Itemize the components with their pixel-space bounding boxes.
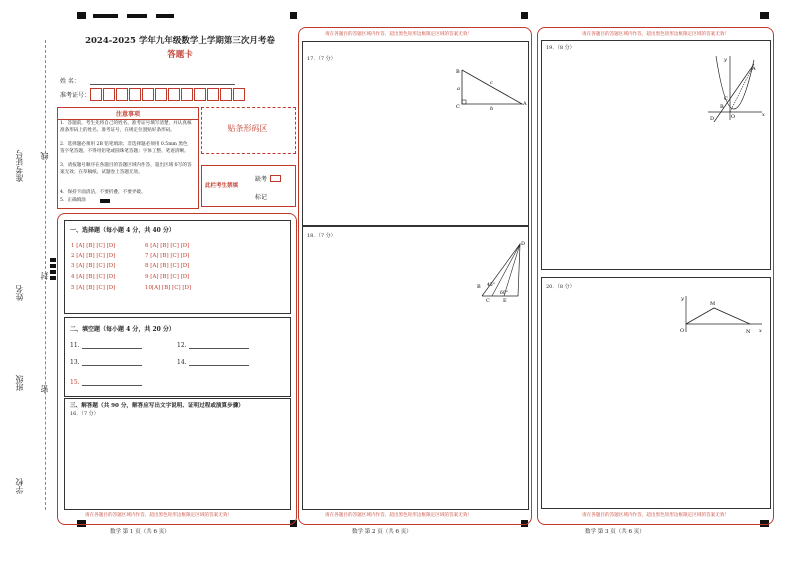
side-label-class: 班级 <box>15 375 24 391</box>
warning-p3-bottom: 请在各题目的答题区域内作答，超出黑色矩形边框限定区域的答案无效！ <box>582 513 730 518</box>
notice-item-1: 1．答题前，考生先将自己的姓名、准考证号填写清楚，并认真核准条形码上的姓名、准考证号，在规定位置贴好条形码。 <box>60 121 192 133</box>
name-field[interactable] <box>90 84 235 85</box>
fig17-label: b <box>490 106 494 110</box>
triangle-17 <box>462 70 522 104</box>
fig19-label: x <box>762 112 765 118</box>
absent-mark-1: 缺考 <box>255 176 268 183</box>
fig18-label: 45° <box>487 283 495 288</box>
reg-mark <box>50 270 56 274</box>
choice-row[interactable]: 2 [A] [B] [C] [D] <box>71 253 116 259</box>
blank-15[interactable] <box>82 385 142 386</box>
warning-p2-bottom: 请在各题目的答题区域内作答，超出黑色矩形边框限定区域的答案无效！ <box>325 513 473 518</box>
fig20-label: y <box>681 296 684 302</box>
figure-18 <box>470 238 530 304</box>
exam-no-boxes[interactable] <box>90 88 246 101</box>
side-label-seal: 封 <box>40 272 49 280</box>
fig18-label: 60° <box>500 291 508 296</box>
fig20-label: O <box>680 328 685 334</box>
notice-item-3: 3．请按题号顺序在各题目的答题区域内作答，超出区域书写的答案无效；在草稿纸、试题卷上答题无效。 <box>60 163 192 175</box>
q20-label: 20．（8 分） <box>546 284 575 290</box>
fig18-label: D <box>521 241 526 247</box>
blank-12-label: 12. <box>177 342 187 349</box>
blank-11-label: 11. <box>70 342 80 349</box>
warning-p3-top: 请在各题目的答题区域内作答，超出黑色矩形边框限定区域的答案无效！ <box>582 32 730 37</box>
line-19 <box>730 68 752 112</box>
figure-19 <box>700 52 770 124</box>
polyline-20 <box>686 308 750 324</box>
fill-sample <box>100 199 110 203</box>
footer-p1: 数学 第 1 页（共 6 页） <box>110 529 170 535</box>
fig18-label: B <box>477 284 481 290</box>
reg-mark <box>50 276 56 280</box>
fig20-label: x <box>759 328 762 334</box>
choice-row[interactable]: 6 [A] [B] [C] [D] <box>145 243 190 249</box>
reg-mark <box>93 14 118 18</box>
segment-18 <box>504 244 520 296</box>
fig19-label: y <box>724 57 727 63</box>
notice-item-2: 2．选择题必须用 2B 铅笔填涂；非选择题必须用 0.5mm 黑色签字笔答题，不得用铅笔或圆珠笔答题；字体工整、笔迹清晰。 <box>60 142 189 154</box>
choice-row[interactable]: 10[A] [B] [C] [D] <box>145 285 192 291</box>
reg-mark <box>127 14 147 18</box>
side-label-line: 线 <box>40 152 49 160</box>
fig19-label: A <box>752 66 756 72</box>
blank-14[interactable] <box>189 365 249 366</box>
side-label-name: 姓名 <box>15 285 24 301</box>
warning-p1: 请在各题目的答题区域内作答，超出黑色矩形边框限定区域的答案无效！ <box>85 513 233 518</box>
fig19-label: D <box>710 116 715 122</box>
blank-15-label: 15. <box>70 379 80 386</box>
parabola <box>716 56 754 109</box>
section1-title: 一、选择题（每小题 4 分，共 40 分） <box>70 227 175 234</box>
section3-title: 三、解答题（共 90 分，解答应写出文字说明、证明过程或演算步骤） <box>70 403 244 409</box>
section2-title: 二、填空题（每小题 4 分，共 20 分） <box>70 326 175 333</box>
q18-label: 18．（7 分） <box>307 233 336 239</box>
fig20-label: M <box>710 301 716 307</box>
segment-18 <box>492 244 520 296</box>
reg-mark <box>50 264 56 268</box>
reg-mark <box>77 12 86 19</box>
notice-item-4: 4．保持卡面清洁，不要折叠、不要弄破。 <box>60 190 146 195</box>
figure-20 <box>676 292 766 336</box>
name-label: 姓 名： <box>60 78 80 85</box>
choice-row[interactable]: 7 [A] [B] [C] [D] <box>145 253 190 259</box>
fig18-label: C <box>486 298 490 304</box>
q19-label: 19．（8 分） <box>546 45 575 51</box>
reg-mark <box>521 12 528 19</box>
footer-p2: 数学 第 2 页（共 6 页） <box>352 529 412 535</box>
absent-label: 此栏考生禁填 <box>205 183 239 189</box>
fig19-label: B <box>720 104 724 110</box>
right-angle-mark <box>462 100 466 104</box>
q16-label: 16．（7 分） <box>70 411 99 417</box>
reg-mark <box>156 14 174 18</box>
reg-mark <box>760 12 769 19</box>
choice-row[interactable]: 9 [A] [B] [C] [D] <box>145 274 190 280</box>
blank-14-label: 14. <box>177 359 187 366</box>
reg-mark <box>290 12 297 19</box>
choice-row[interactable]: 3 [A] [B] [C] [D] <box>71 263 116 269</box>
fig19-label: C <box>724 96 728 102</box>
exam-no-label: 准考证号： <box>60 92 91 99</box>
fig17-label: B <box>456 69 460 75</box>
fig17-label: C <box>456 104 460 110</box>
notice-item-5: 5．正确填涂 <box>60 198 86 203</box>
choice-row[interactable]: 8 [A] [B] [C] [D] <box>145 263 190 269</box>
absent-mark-2: 标记 <box>255 194 268 201</box>
choice-row[interactable]: 4 [A] [B] [C] [D] <box>71 274 116 280</box>
fig17-label: A <box>523 101 527 107</box>
footer-p3: 数学 第 3 页（共 6 页） <box>585 529 645 535</box>
fig18-label: E <box>503 298 507 304</box>
choice-row[interactable]: 5 [A] [B] [C] [D] <box>71 285 116 291</box>
q17-label: 17．（7 分） <box>307 56 336 62</box>
blank-12[interactable] <box>189 348 249 349</box>
fig20-label: N <box>746 329 751 335</box>
reg-mark <box>50 258 56 262</box>
notice-title: 注意事项 <box>58 108 198 120</box>
blank-13[interactable] <box>82 365 142 366</box>
barcode-label: 贴条形码区 <box>227 124 268 133</box>
fig19-label: O <box>731 114 736 120</box>
figure-17 <box>450 64 530 110</box>
blank-13-label: 13. <box>70 359 80 366</box>
side-label-sealed: 密 <box>40 385 49 393</box>
blank-11[interactable] <box>82 348 142 349</box>
warning-p2-top: 请在各题目的答题区域内作答，超出黑色矩形边框限定区域的答案无效！ <box>325 32 473 37</box>
fig17-label: a <box>457 86 460 92</box>
page-title: 2024-2025 学年九年级数学上学期第三次月考卷 <box>85 36 275 46</box>
absent-checkbox[interactable] <box>270 175 281 182</box>
side-label-school: 学校 <box>15 478 24 494</box>
choice-row[interactable]: 1 [A] [B] [C] [D] <box>71 243 116 249</box>
side-label-exam-no: 准考证号 <box>15 150 24 182</box>
triangle-18 <box>482 244 520 296</box>
fig17-label: c <box>490 80 493 86</box>
page-subtitle: 答题卡 <box>167 50 193 60</box>
